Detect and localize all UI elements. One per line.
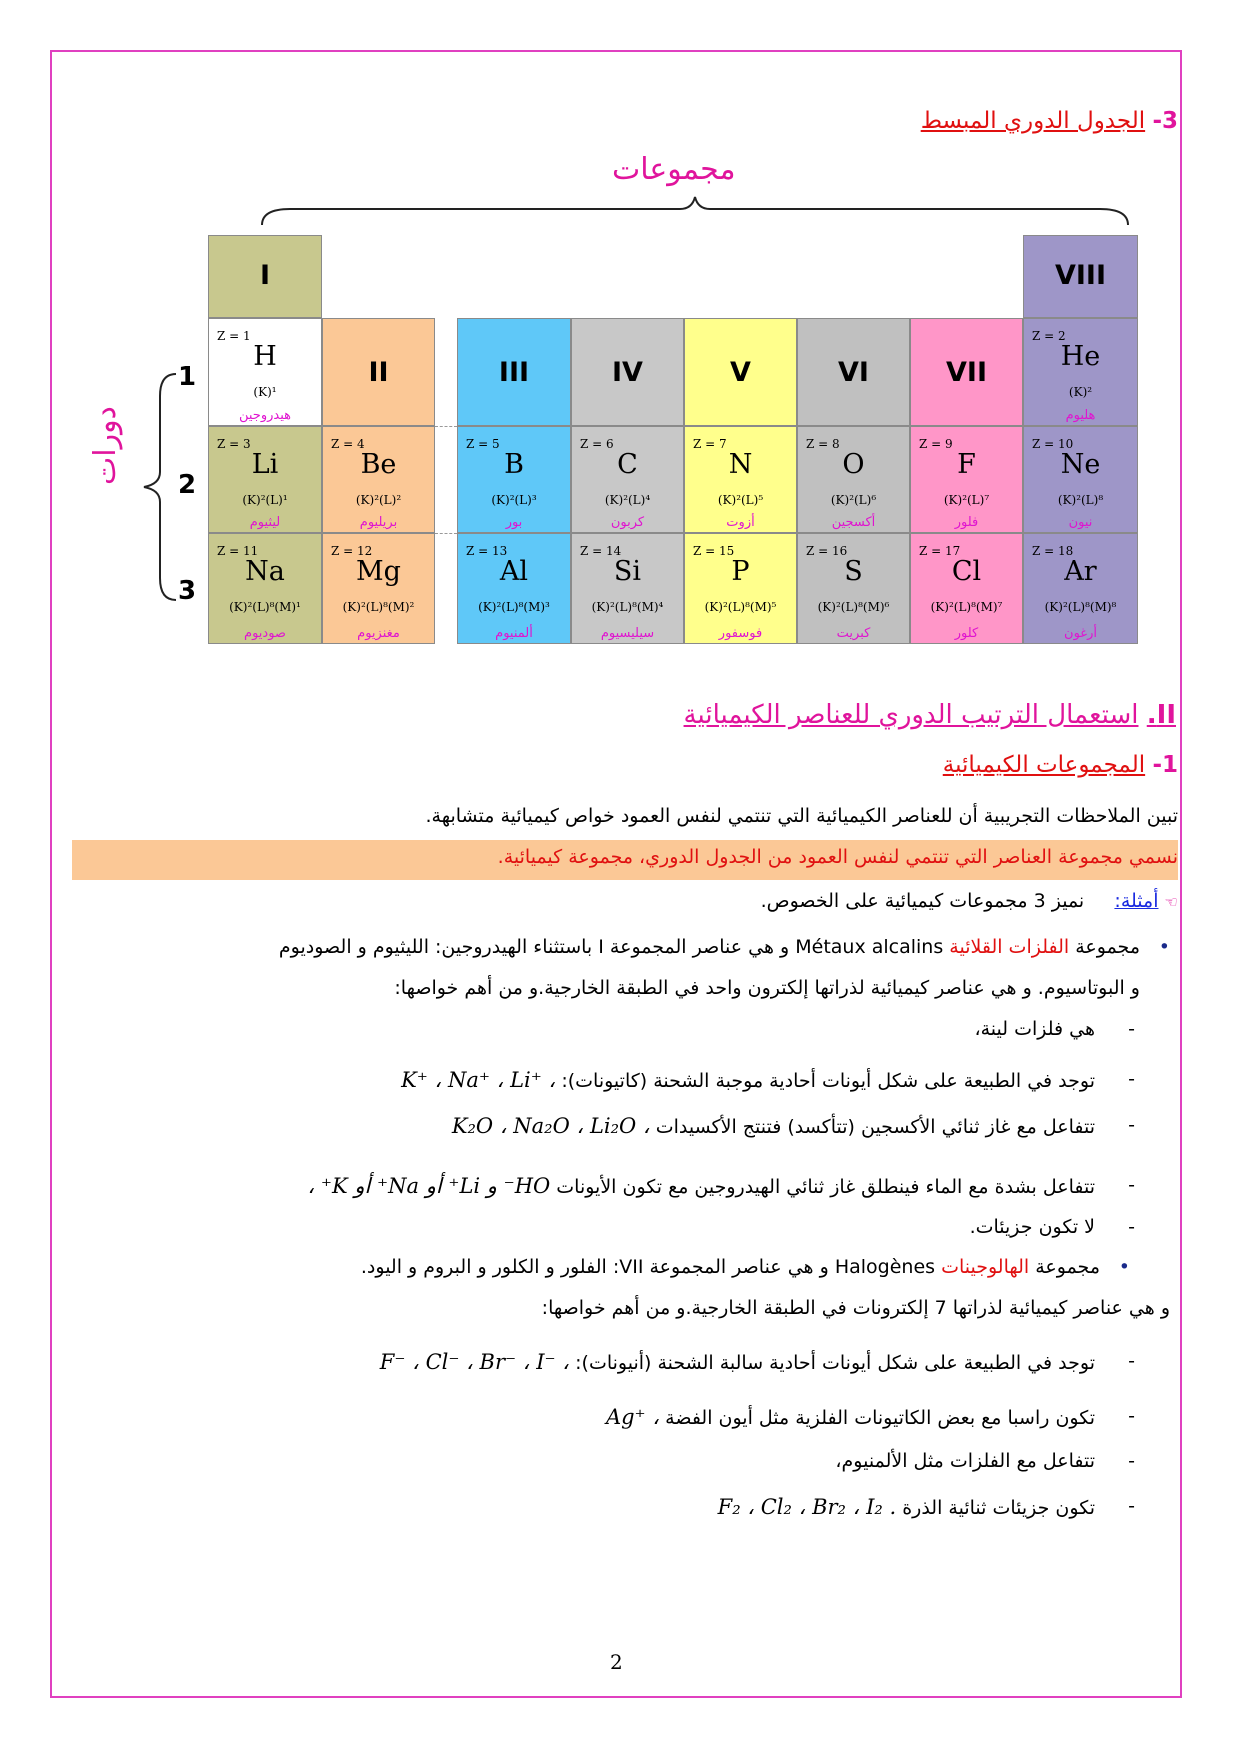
element-symbol: Mg: [356, 556, 401, 587]
element-config: (K)²(L)³: [491, 493, 537, 507]
alkali-line2: و البوتاسيوم. و هي عناصر كيميائية لذراتها إلكترون واحد في الطبقة الخارجية.و من أهم خواصها:: [394, 977, 1140, 999]
sectionII-number: II.: [1146, 700, 1176, 730]
group-header-V: V: [684, 318, 797, 426]
dash-icon: -: [1128, 1174, 1135, 1196]
element-config: (K)²(L)⁶: [830, 493, 877, 507]
element-name: أكسجين: [831, 515, 876, 530]
element-config: (K)²(L)⁷: [943, 493, 990, 507]
element-cell-Ne: [1023, 426, 1138, 533]
element-cell-O: [797, 426, 910, 533]
element-symbol: P: [731, 556, 750, 587]
examples-text: نميز 3 مجموعات كيميائية على الخصوص.: [760, 890, 1085, 912]
pointing-hand-icon: ☜: [1164, 893, 1178, 911]
dash-icon: -: [1128, 1068, 1135, 1090]
element-z: Z = 9: [919, 437, 953, 451]
period-3: 3: [178, 576, 197, 606]
element-config: (K)²(L)⁸: [1057, 493, 1104, 507]
element-z: Z = 14: [580, 544, 622, 558]
element-cell-H: [208, 318, 322, 426]
period-1: 1: [178, 362, 197, 392]
element-cell-P: [684, 533, 797, 644]
section3-title: الجدول الدوري المبسط: [920, 108, 1146, 134]
element-symbol: Ar: [1064, 556, 1097, 587]
halogen-prop-2: - تكون راسبا مع بعض الكاتيونات الفلزية مثل أيون الفضة Ag⁺ ،: [605, 1405, 1135, 1429]
element-symbol: F: [957, 449, 976, 480]
group-header-VI: VI: [797, 318, 910, 426]
element-z: Z = 3: [217, 437, 251, 451]
periods-label: دورات: [88, 406, 123, 485]
definition-text: نسمي مجموعة العناصر التي تنتمي لنفس العمود من الجدول الدوري، مجموعة كيميائية.: [497, 846, 1178, 868]
element-name: أزوت: [726, 515, 755, 530]
sub1-title: المجموعات الكيميائية: [942, 752, 1146, 778]
element-config: (K)²: [1068, 385, 1093, 399]
element-config: (K)²(L)⁸(M)³: [478, 600, 550, 614]
element-config: (K)²(L)⁸(M)¹: [229, 600, 301, 614]
element-z: Z = 15: [693, 544, 735, 558]
alkali-line1: • مجموعة الفلزات القلائية Métaux alcalins و هي عناصر المجموعة I باستثناء الهيدروجين: الليثيوم و الصوديوم: [278, 936, 1170, 958]
element-name: سيليسيوم: [600, 626, 655, 641]
element-cell-F: [910, 426, 1023, 533]
element-cell-S: [797, 533, 910, 644]
element-z: Z = 13: [466, 544, 508, 558]
element-z: Z = 11: [217, 544, 259, 558]
element-name: أرغون: [1064, 626, 1097, 641]
element-config: (K)²(L)⁵: [717, 493, 764, 507]
element-z: Z = 6: [580, 437, 614, 451]
element-name: كلور: [954, 626, 979, 641]
element-z: Z = 12: [331, 544, 373, 558]
element-cell-B: [457, 426, 571, 533]
element-config: (K)²(L)⁸(M)⁴: [591, 600, 664, 614]
section3-number: 3-: [1152, 108, 1178, 134]
alkali-prop-1: - هي فلزات لينة،: [974, 1018, 1135, 1040]
alkali-prop-5: - لا تكون جزيئات.: [969, 1216, 1135, 1238]
element-symbol: O: [842, 449, 865, 480]
element-z: Z = 5: [466, 437, 500, 451]
sectionII-heading: [684, 700, 1176, 730]
element-name: بريليوم: [359, 515, 398, 530]
element-cell-Ar: [1023, 533, 1138, 644]
dash-icon: -: [1128, 1216, 1135, 1238]
element-symbol: Be: [360, 449, 397, 480]
group-header-VIII: VIII: [1023, 235, 1138, 318]
alkali-prop-2: - توجد في الطبيعة على شكل أيونات أحادية موجبة الشحنة (كاتيونات): K⁺ ، Na⁺ ، Li⁺ ،: [401, 1068, 1135, 1092]
element-name: ألمنيوم: [495, 626, 533, 641]
period-2: 2: [178, 470, 197, 500]
element-config: (K)²(L)⁸(M)⁸: [1044, 600, 1117, 614]
element-name: مغنزيوم: [357, 626, 400, 641]
halogen-prop-3: - تتفاعل مع الفلزات مثل الألمنيوم،: [835, 1450, 1135, 1472]
bullet-icon: •: [1118, 1256, 1130, 1278]
dash-icon: -: [1128, 1350, 1135, 1372]
element-cell-Be: [322, 426, 435, 533]
element-z: Z = 18: [1032, 544, 1074, 558]
periods-brace: [140, 372, 180, 602]
examples-line: [761, 890, 1178, 912]
element-z: Z = 17: [919, 544, 961, 558]
element-config: (K)²(L)¹: [242, 493, 288, 507]
element-name: صوديوم: [244, 626, 286, 641]
group-header-II: II: [322, 318, 435, 426]
element-config: (K)²(L)⁸(M)⁷: [930, 600, 1003, 614]
element-symbol: He: [1060, 341, 1101, 372]
bullet-icon: •: [1158, 936, 1170, 958]
groups-label: مجموعات: [612, 152, 736, 187]
group-header-VII: VII: [910, 318, 1023, 426]
element-symbol: Ne: [1060, 449, 1101, 480]
element-name: كبريت: [836, 626, 871, 641]
element-symbol: B: [504, 449, 524, 480]
sub1-number: 1-: [1152, 752, 1178, 778]
dash-icon: -: [1128, 1495, 1135, 1517]
element-name: بور: [505, 515, 523, 530]
element-z: Z = 2: [1032, 329, 1066, 343]
element-symbol: Li: [251, 449, 279, 480]
page-number: 2: [610, 1650, 623, 1674]
dash-icon: -: [1128, 1018, 1135, 1040]
element-symbol: Si: [613, 556, 642, 587]
gap-divider: [435, 533, 457, 534]
element-cell-Si: [571, 533, 684, 644]
dash-icon: -: [1128, 1405, 1135, 1427]
examples-label: أمثلة:: [1114, 890, 1159, 912]
element-config: (K)²(L)⁸(M)²: [342, 600, 415, 614]
element-z: Z = 10: [1032, 437, 1074, 451]
element-cell-Al: [457, 533, 571, 644]
element-symbol: N: [728, 449, 753, 480]
element-symbol: H: [253, 341, 277, 372]
sub1-heading: [943, 752, 1178, 778]
sectionII-title: استعمال الترتيب الدوري للعناصر الكيميائية: [683, 700, 1139, 730]
gap-divider: [435, 426, 457, 427]
element-config: (K)²(L)⁸(M)⁶: [817, 600, 890, 614]
halogen-line2: و هي عناصر كيميائية لذراتها 7 إلكترونات في الطبقة الخارجية.و من أهم خواصها:: [541, 1297, 1170, 1319]
element-cell-Li: [208, 426, 322, 533]
element-config: (K)²(L)⁴: [604, 493, 651, 507]
element-cell-Cl: [910, 533, 1023, 644]
halogen-prop-1: - توجد في الطبيعة على شكل أيونات أحادية سالبة الشحنة (أنيونات): F⁻ ، Cl⁻ ، Br⁻ ، I⁻ ،: [379, 1350, 1135, 1374]
element-cell-He: [1023, 318, 1138, 426]
halogen-prop-4: - تكون جزيئات ثنائية الذرة F₂ ، Cl₂ ، Br₂ ، I₂ .: [717, 1495, 1135, 1519]
element-config: (K)²(L)²: [355, 493, 402, 507]
intro-text: تبين الملاحظات التجريبية أن للعناصر الكيميائية التي تنتمي لنفس العمود خواص كيميائية متشابهة.: [425, 805, 1178, 827]
element-name: نيون: [1068, 515, 1093, 530]
element-name: ليثيوم: [249, 515, 281, 530]
element-name: فوسفور: [718, 626, 763, 641]
halogen-line1: • مجموعة الهالوجينات Halogènes و هي عناصر المجموعة VII: الفلور و الكلور و البروم و اليود.: [360, 1256, 1130, 1278]
element-cell-C: [571, 426, 684, 533]
element-z: Z = 8: [806, 437, 840, 451]
element-cell-Na: [208, 533, 322, 644]
element-symbol: C: [617, 449, 638, 480]
element-name: فلور: [954, 515, 979, 530]
element-z: Z = 1: [217, 329, 251, 343]
groups-brace: [260, 195, 1130, 235]
dash-icon: -: [1128, 1114, 1135, 1136]
element-cell-N: [684, 426, 797, 533]
element-cell-Mg: [322, 533, 435, 644]
element-z: Z = 4: [331, 437, 365, 451]
element-config: (K)¹: [253, 385, 277, 399]
dash-icon: -: [1128, 1450, 1135, 1472]
element-symbol: Al: [499, 556, 529, 587]
element-symbol: Cl: [951, 556, 982, 587]
element-config: (K)²(L)⁸(M)⁵: [704, 600, 777, 614]
section3-heading: [921, 108, 1178, 134]
periodic-table: [208, 235, 1138, 645]
group-header-III: III: [457, 318, 571, 426]
element-z: Z = 7: [693, 437, 727, 451]
alkali-prop-3: - تتفاعل مع غاز ثنائي الأكسجين (تتأكسد) فتنتج الأكسيدات K₂O ، Na₂O ، Li₂O ،: [451, 1114, 1135, 1138]
element-name: هيدروجين: [238, 408, 291, 423]
element-z: Z = 16: [806, 544, 848, 558]
group-header-IV: IV: [571, 318, 684, 426]
group-header-I: I: [208, 235, 322, 318]
element-symbol: Na: [245, 556, 285, 587]
alkali-prop-4: - تتفاعل بشدة مع الماء فينطلق غاز ثنائي الهيدروجين مع تكون الأيونات HO⁻ و Li⁺ أو Na⁺ أو K⁺ ،: [307, 1174, 1135, 1198]
element-name: كربون: [610, 515, 645, 530]
element-symbol: S: [844, 556, 863, 587]
element-name: هليوم: [1065, 408, 1096, 423]
